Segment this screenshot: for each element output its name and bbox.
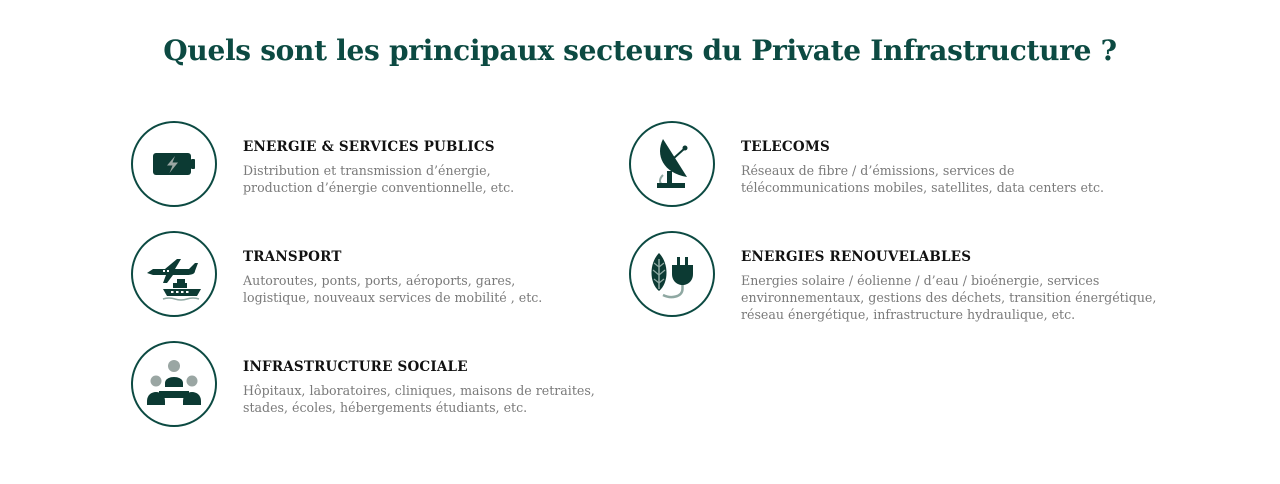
sector-description: Hôpitaux, laboratoires, cliniques, maisons de retraites, stades, écoles, hébergements étudiants, etc. xyxy=(243,383,595,415)
sector-description: Réseaux de fibre / d’émissions, services de télécommunications mobiles, satellites, data centers etc. xyxy=(741,163,1105,195)
satellite-dish-icon xyxy=(629,121,715,207)
sector-energies-renouvelables xyxy=(629,231,1169,323)
sector-description: Distribution et transmission d’énergie, production d’énergie conventionnelle, etc. xyxy=(243,163,515,195)
sector-transport xyxy=(131,231,671,323)
sector-infrastructure-sociale xyxy=(131,341,671,433)
leaf-plug-icon xyxy=(629,231,715,317)
sector-description: Energies solaire / éolienne / d’eau / bioénergie, services environnementaux, gestions des déchets, transition énergétique, réseau énergétique, infrastructure hydraulique, etc. xyxy=(741,273,1157,322)
sector-title: ENERGIE & SERVICES PUBLICS xyxy=(243,139,495,155)
sector-energie xyxy=(131,121,671,213)
sector-description: Autoroutes, ponts, ports, aéroports, gares, logistique, nouveaux services de mobilité , etc. xyxy=(243,273,543,305)
people-group-icon xyxy=(131,341,217,427)
page-title: Quels sont les principaux secteurs du Private Infrastructure ? xyxy=(163,34,1117,67)
plane-ship-icon xyxy=(131,231,217,317)
sector-title: INFRASTRUCTURE SOCIALE xyxy=(243,359,468,375)
battery-icon xyxy=(131,121,217,207)
sector-title: TELECOMS xyxy=(741,139,830,155)
sector-telecoms xyxy=(629,121,1169,213)
sector-title: ENERGIES RENOUVELABLES xyxy=(741,249,972,265)
sector-title: TRANSPORT xyxy=(243,249,342,265)
